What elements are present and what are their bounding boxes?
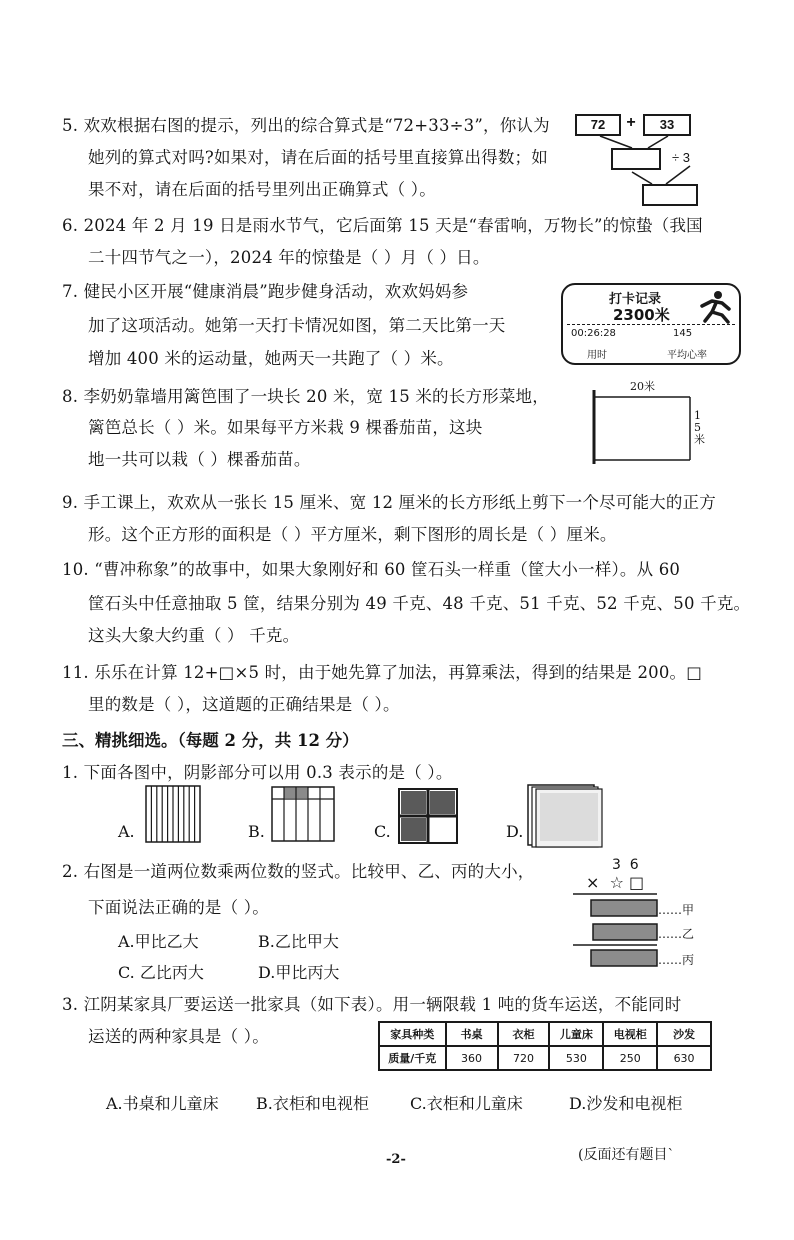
c1-option-c[interactable]: C. [374,822,391,841]
table-cell: 530 [549,1046,603,1070]
q6-line-1: 6. 2024 年 2 月 19 日是雨水节气，它后面第 15 天是“春雷响，万物长”的惊蛰（我国 [62,216,703,235]
footer-note: (反面还有题目` [578,1147,675,1163]
c1-figure-c [398,788,458,844]
q10-line-1: 10. “曹冲称象”的故事中，如果大象刚好和 60 筐石头一样重（筐大小一样）。从 60 [62,560,681,579]
c3-line-1: 3. 江阴某家具厂要运送一批家具（如下表）。用一辆限载 1 吨的货车运送，不能同时 [62,995,682,1014]
c2-option-a[interactable]: A.甲比乙大 [118,932,199,951]
q10-line-2: 筐石头中任意抽取 5 筐，结果分别为 49 千克、48 千克、51 千克、52 千克、50 千克。 [88,594,751,613]
c1-figure-d [527,784,605,850]
section-3-title: 三、精挑细选。（每题 2 分，共 12 分） [62,731,359,750]
q8-line-2: 篱笆总长（ ）米。如果每平方米栽 9 棵番茄苗，这块 [88,418,483,437]
q5-diagram-lines [570,130,700,220]
q7-card-title: 打卡记录 [609,292,662,307]
q5-box-72-text: 72 [590,117,606,132]
q11-line-1: 11. 乐乐在计算 12+□×5 时，由于她先算了加法，再算乘法，得到的结果是 200。□ [62,663,703,682]
c2-calc-lines [565,892,665,972]
q5-plus-sign: + [626,114,636,131]
table-cell: 360 [446,1046,498,1070]
table-cell: 质量/千克 [379,1046,446,1070]
c1-option-b[interactable]: B. [248,822,265,841]
q7-line-1: 7. 健民小区开展“健康消晨”跑步健身活动，欢欢妈妈参 [62,282,469,301]
c1-figure-b [271,786,335,842]
q7-card-time-label: 用时 [587,350,607,361]
c2-calc-mult: × ☆ □ [586,873,645,892]
q9-line-2: 形。这个正方形的面积是（ ）平方厘米，剩下图形的周长是（ ）厘米。 [88,525,617,544]
c3-option-c[interactable]: C.衣柜和儿童床 [410,1094,523,1113]
table-cell: 250 [603,1046,657,1070]
table-header-cell: 儿童床 [549,1022,603,1046]
c1-figure-a [145,785,201,843]
c2-label-jia: ……甲 [658,903,695,917]
q8-line-1: 8. 李奶奶靠墙用篱笆围了一块长 20 米，宽 15 米的长方形菜地， [62,387,549,406]
table-header-cell: 衣柜 [498,1022,550,1046]
table-header-cell: 家具种类 [379,1022,446,1046]
q8-line-3: 地一共可以栽（ ）棵番茄苗。 [88,450,311,469]
q8-rectangle [590,388,710,468]
q8-width-label: 15米 [694,409,705,446]
c3-furniture-table [378,1021,712,1071]
q8-length-label: 20米 [630,380,655,393]
q5-line-1: 5. 欢欢根据右图的提示，列出的综合算式是“72+33÷3”，你认为 [62,116,550,135]
c2-label-bing: ……丙 [658,953,695,967]
q10-line-3: 这头大象大约重（ ） 千克。 [88,626,300,645]
q5-box-33-text: 33 [659,117,675,132]
c3-option-b[interactable]: B.衣柜和电视柜 [256,1094,369,1113]
c1-stem: 1. 下面各图中，阴影部分可以用 0.3 表示的是（ ）。 [62,763,453,782]
q7-line-3: 增加 400 米的运动量，她两天一共跑了（ ）米。 [88,349,454,368]
q6-line-2: 二十四节气之一），2024 年的惊蛰是（ ）月（ ）日。 [88,248,490,267]
q7-card-divider [567,324,735,325]
page-number: -2- [386,1152,406,1167]
c2-option-c[interactable]: C. 乙比丙大 [118,963,204,982]
table-cell: 630 [657,1046,711,1070]
c2-option-b[interactable]: B.乙比甲大 [258,932,339,951]
q5-line-3: 果不对，请在后面的括号里列出正确算式（ ）。 [88,180,436,199]
c1-option-d[interactable]: D. [506,822,524,841]
q7-checkin-card [561,283,741,365]
q11-line-2: 里的数是（ ），这道题的正确结果是（ ）。 [88,695,400,714]
c2-line-2: 下面说法正确的是（ ）。 [88,898,269,917]
c2-option-d[interactable]: D.甲比丙大 [258,963,340,982]
table-row [379,1046,711,1070]
q5-box-sum [611,148,661,170]
c3-option-d[interactable]: D.沙发和电视柜 [569,1094,683,1113]
table-header-cell: 电视柜 [603,1022,657,1046]
table-header-cell: 书桌 [446,1022,498,1046]
c1-option-a[interactable]: A. [118,822,135,841]
table-row [379,1022,711,1046]
q7-card-heart-label: 平均心率 [667,350,707,361]
table-cell: 720 [498,1046,550,1070]
q5-div-3: ÷ 3 [672,150,690,165]
q5-line-2: 她列的算式对吗?如果对，请在后面的括号里直接算出得数；如 [88,148,548,167]
c2-label-yi: ……乙 [658,927,695,941]
q7-line-2: 加了这项活动。她第一天打卡情况如图，第二天比第一天 [88,316,506,335]
q5-box-result [642,184,698,206]
q7-card-time: 00:26:28 [571,328,616,339]
q9-line-1: 9. 手工课上，欢欢从一张长 15 厘米、宽 12 厘米的长方形纸上剪下一个尽可能大的正方 [62,493,716,512]
q7-card-distance: 2300米 [613,306,670,324]
table-header-cell: 沙发 [657,1022,711,1046]
c3-line-2: 运送的两种家具是（ ）。 [88,1027,269,1046]
c2-line-1: 2. 右图是一道两位数乘两位数的竖式。比较甲、乙、丙的大小， [62,862,535,881]
c3-option-a[interactable]: A.书桌和儿童床 [106,1094,219,1113]
runner-icon [698,290,732,324]
q7-card-heart: 145 [673,328,693,339]
c2-calc-top: 3 6 [612,857,639,873]
